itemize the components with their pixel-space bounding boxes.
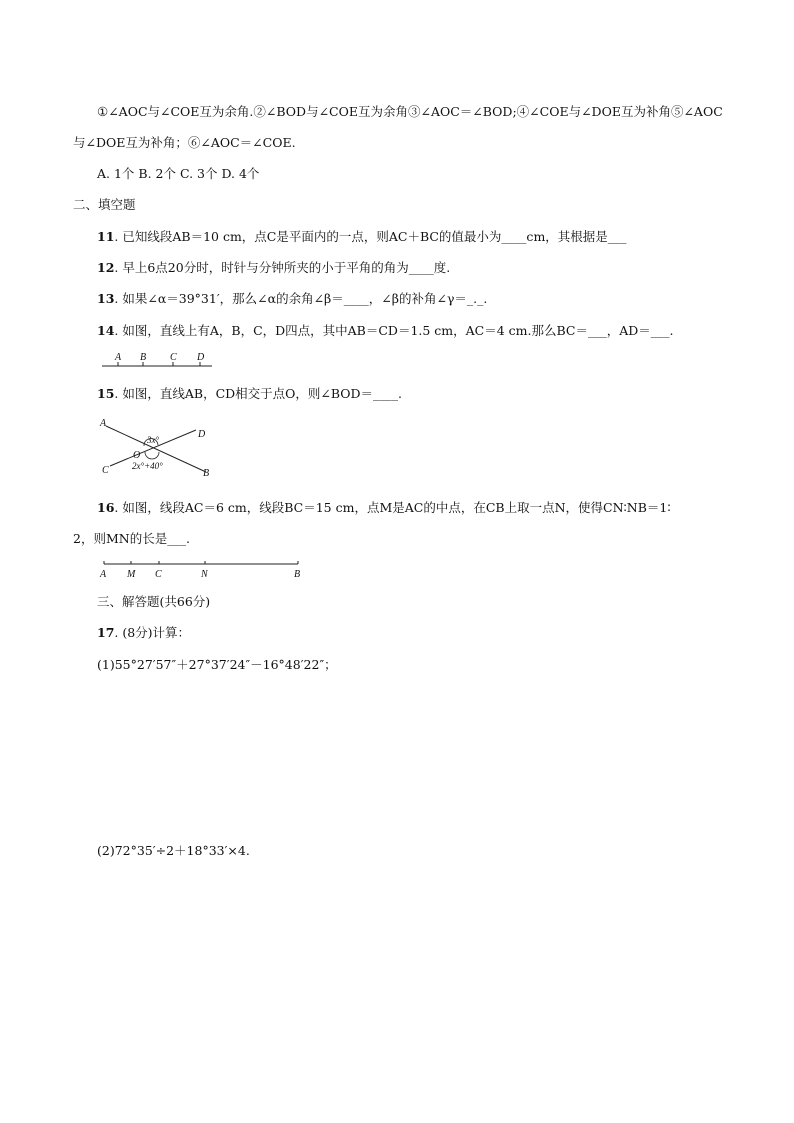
question-text: . 已知线段AB＝10 cm，点C是平面内的一点，则AC＋BC的值最小为____cm，其根据是___ <box>114 229 627 244</box>
line-label-d: D <box>198 429 206 440</box>
q14-line-figure <box>100 350 220 372</box>
question-11 <box>97 228 627 246</box>
q10-statements-line2: 与∠DOE互为补角；⑥∠AOC＝∠COE. <box>73 135 296 150</box>
q16-segment-figure <box>98 556 308 582</box>
question-text: . 如图，直线AB，CD相交于点O，则∠BOD＝____. <box>114 386 403 401</box>
point-label-c: C <box>155 569 162 580</box>
question-number: 16 <box>97 500 115 515</box>
question-number: 13 <box>97 291 115 306</box>
question-15 <box>97 385 402 403</box>
point-label-b: B <box>294 569 301 580</box>
point-label-o: O <box>133 450 141 461</box>
question-number: 11 <box>97 229 115 244</box>
question-13 <box>97 290 487 308</box>
question-number: 17 <box>97 625 115 640</box>
q10-options: A. 1个 B. 2个 C. 3个 D. 4个 <box>97 166 260 181</box>
section-title-solve: 三、解答题(共66分) <box>97 594 211 609</box>
line-label-c: C <box>102 465 109 476</box>
point-label-c: C <box>170 352 177 363</box>
question-17 <box>97 624 190 642</box>
point-label-a: A <box>115 352 122 363</box>
question-12 <box>97 259 450 277</box>
line-label-b: B <box>203 468 210 479</box>
q15-intersecting-lines-figure <box>98 414 218 480</box>
point-label-a: A <box>100 569 107 580</box>
question-number: 12 <box>97 260 115 275</box>
question-16-line1 <box>97 499 671 517</box>
point-label-n: N <box>201 569 208 580</box>
question-text: . 如果∠α＝39°31′，那么∠α的余角∠β＝____，∠β的补角∠γ＝_._. <box>114 291 488 306</box>
point-label-m: M <box>127 569 136 580</box>
q17-part2: (2)72°35′÷2＋18°33′×4. <box>97 843 250 858</box>
question-text: . (8分)计算： <box>114 625 191 640</box>
question-16-line2: 2，则MN的长是___. <box>73 531 190 546</box>
angle-label-bottom: 2x°+40° <box>132 461 163 471</box>
question-text: . 如图，线段AC＝6 cm，线段BC＝15 cm，点M是AC的中点，在CB上取一点N，使得CN∶NB＝1∶ <box>114 500 671 515</box>
line-label-a: A <box>100 418 107 429</box>
angle-label-top: 3x° <box>147 435 160 445</box>
q17-part1: (1)55°27′57″＋27°37′24″－16°48′22″； <box>97 657 337 672</box>
question-text: . 早上6点20分时，时针与分钟所夹的小于平角的角为____度. <box>114 260 451 275</box>
q10-statements-line1: ①∠AOC与∠COE互为余角.②∠BOD与∠COE互为余角③∠AOC＝∠BOD;④∠COE与∠DOE互为补角⑤∠AOC <box>97 104 723 119</box>
section-title-fill-in: 二、填空题 <box>73 197 136 212</box>
point-label-d: D <box>197 352 205 363</box>
question-14 <box>97 322 674 340</box>
question-number: 14 <box>97 323 115 338</box>
question-number: 15 <box>97 386 115 401</box>
question-text: . 如图，直线上有A，B，C，D四点，其中AB＝CD＝1.5 cm，AC＝4 cm.那么BC＝___，AD＝___. <box>114 323 674 338</box>
point-label-b: B <box>140 352 147 363</box>
